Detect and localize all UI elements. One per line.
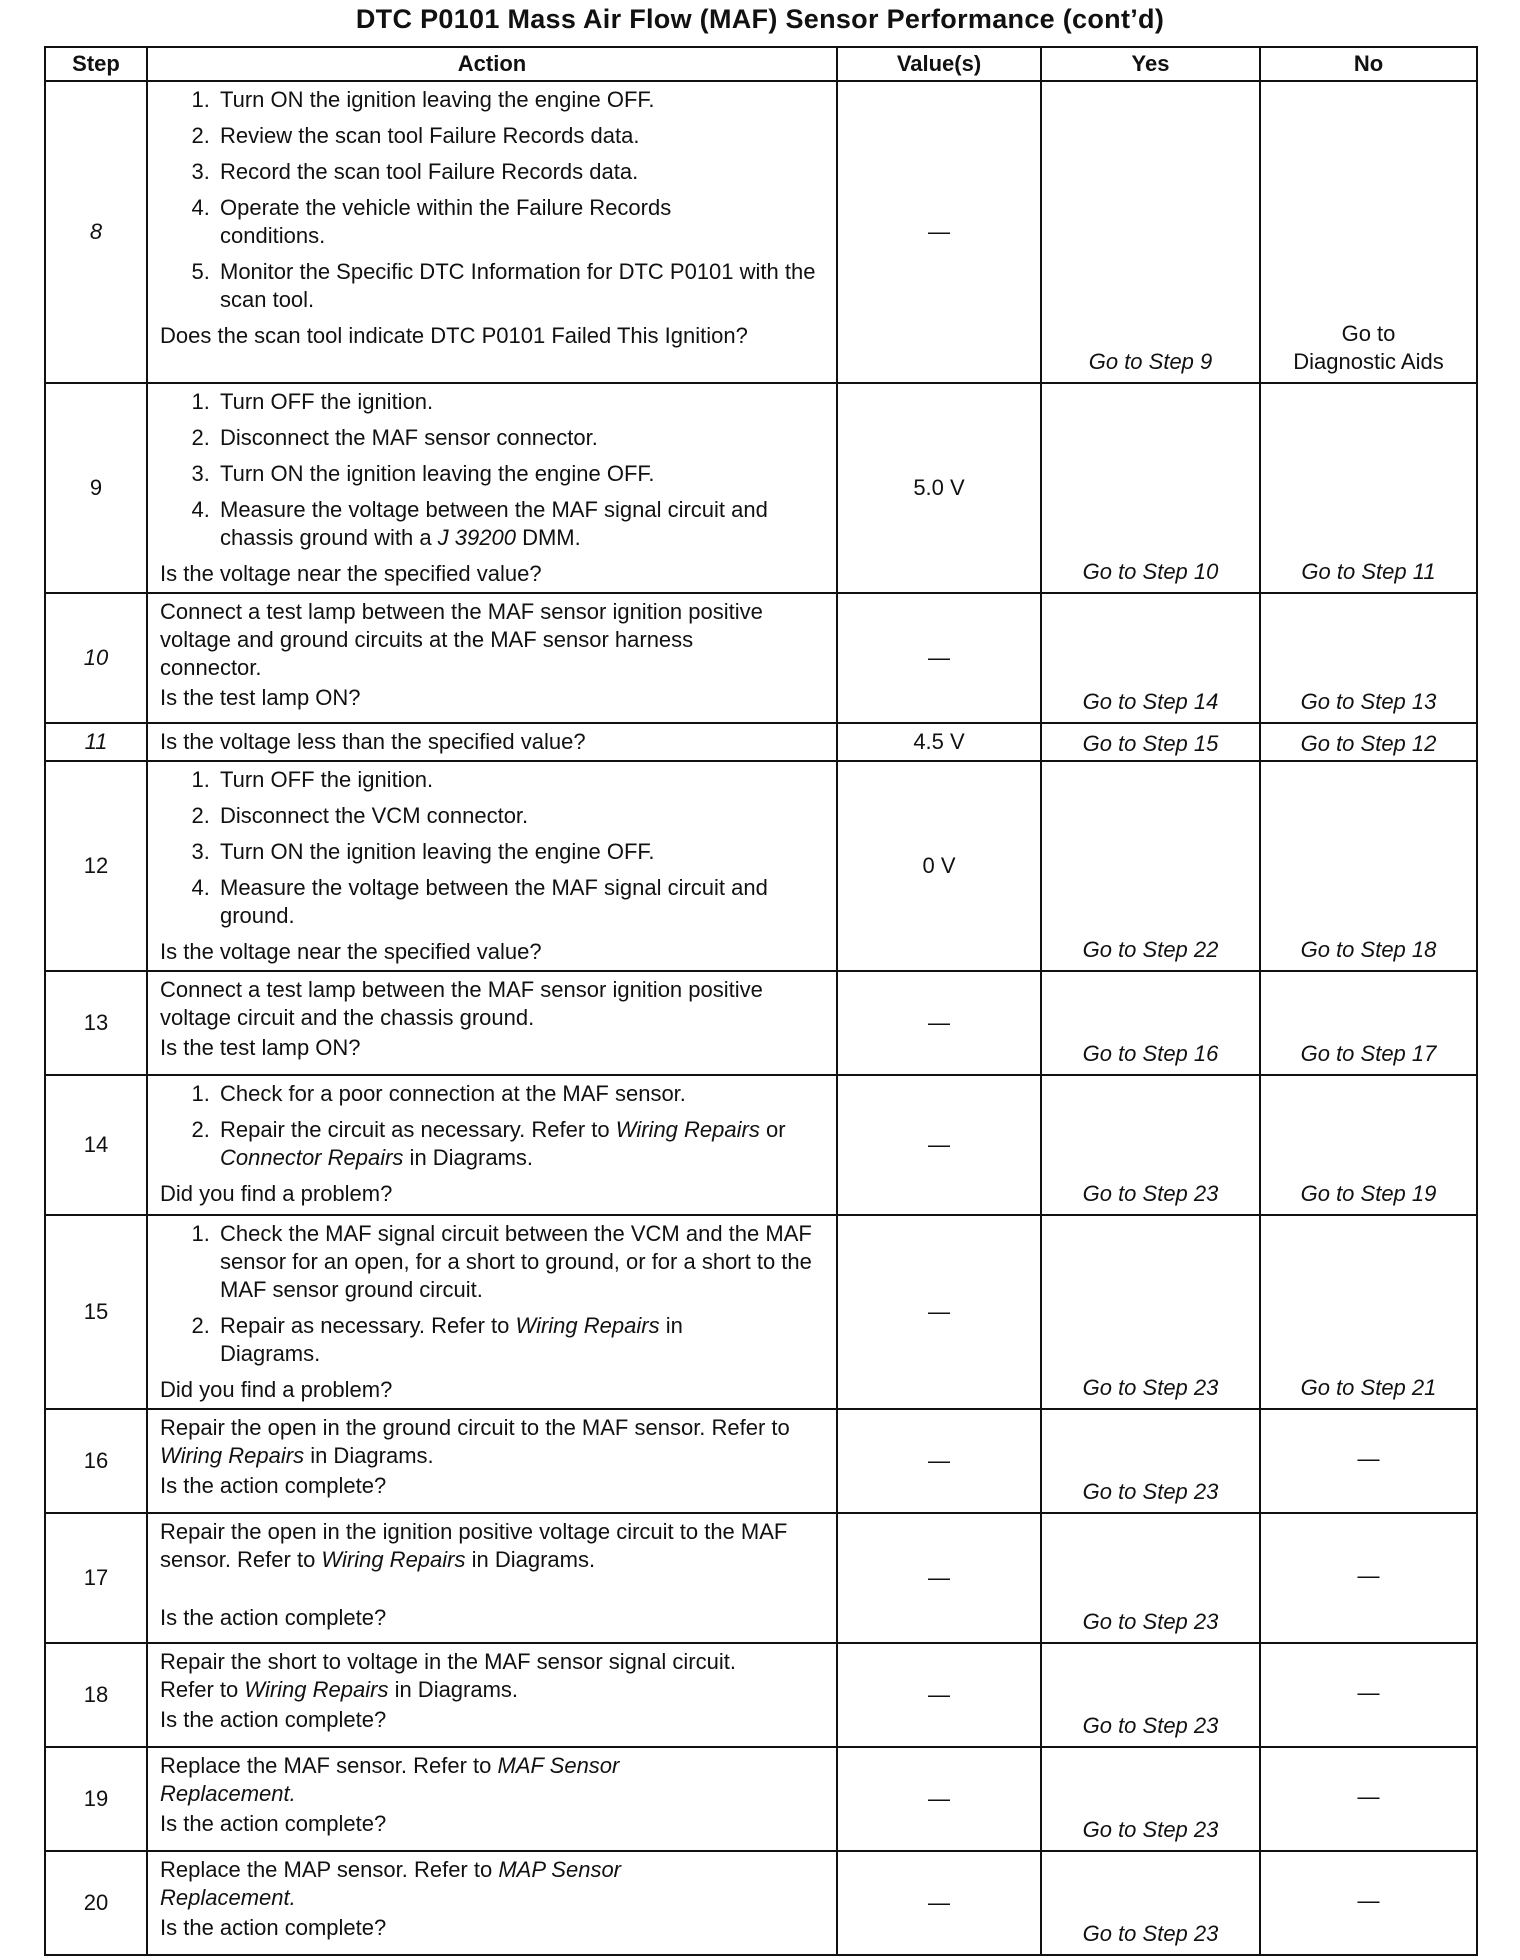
no-result: Go to Step 21 bbox=[1260, 1215, 1477, 1409]
action-cell bbox=[147, 81, 837, 383]
doc-reference: Wiring Repairs bbox=[321, 1547, 466, 1572]
procedure-step: 3. Turn ON the ignition leaving the engine OFF. bbox=[216, 838, 826, 866]
step-number: 17 bbox=[45, 1513, 147, 1643]
step-text: Repair as necessary. Refer to bbox=[220, 1313, 516, 1338]
yes-result: Go to Step 10 bbox=[1041, 383, 1260, 593]
question-text: Is the action complete? bbox=[160, 1605, 387, 1630]
column-header-action: Action bbox=[147, 47, 837, 81]
doc-reference: Connector Repairs bbox=[220, 1145, 404, 1170]
doc-reference: MAP Sensor Replacement. bbox=[160, 1857, 622, 1910]
action-text bbox=[160, 1856, 826, 1912]
table-row bbox=[45, 383, 1477, 593]
question-text: Did you find a problem? bbox=[160, 1181, 393, 1206]
procedure-step: 5. Monitor the Specific DTC Information for DTC P0101 with the scan tool. bbox=[216, 258, 826, 314]
question-text: Is the action complete? bbox=[160, 1811, 387, 1836]
procedure-step: 3. Record the scan tool Failure Records data. bbox=[216, 158, 826, 186]
table-row bbox=[45, 1513, 1477, 1643]
yes-result: Go to Step 23 bbox=[1041, 1851, 1260, 1955]
step-number: 15 bbox=[45, 1215, 147, 1409]
action-text bbox=[160, 1648, 826, 1704]
procedure-step: 1. Turn OFF the ignition. bbox=[216, 388, 826, 416]
step-number: 19 bbox=[45, 1747, 147, 1851]
question-text: Is the action complete? bbox=[160, 1707, 387, 1732]
procedure-step: 4. Measure the voltage between the MAF signal circuit and ground. bbox=[216, 874, 826, 930]
yes-result: Go to Step 9 bbox=[1041, 81, 1260, 383]
step-number: 8 bbox=[45, 81, 147, 383]
procedure-step: 1. Check for a poor connection at the MAF sensor. bbox=[216, 1080, 826, 1108]
no-result: Go to Step 11 bbox=[1260, 383, 1477, 593]
action-text-part: Repair the short to voltage in the MAF sensor signal circuit. Refer to bbox=[160, 1649, 736, 1702]
doc-reference: MAF Sensor Replacement. bbox=[160, 1753, 620, 1806]
value-cell: — bbox=[837, 1851, 1041, 1955]
procedure-step: 4. Operate the vehicle within the Failure Records conditions. bbox=[216, 194, 826, 250]
yes-result: Go to Step 23 bbox=[1041, 1747, 1260, 1851]
step-number: 10 bbox=[45, 593, 147, 723]
step-text: in Diagrams. bbox=[220, 1313, 683, 1366]
step-number: 12 bbox=[45, 761, 147, 971]
procedure-step bbox=[216, 1312, 826, 1368]
action-text bbox=[160, 1414, 826, 1470]
tool-reference: J 39200 bbox=[437, 525, 516, 550]
action-cell bbox=[147, 1513, 837, 1643]
value-cell: — bbox=[837, 593, 1041, 723]
value-cell: — bbox=[837, 1409, 1041, 1513]
no-result: — bbox=[1260, 1851, 1477, 1955]
no-result: Go to Step 13 bbox=[1260, 593, 1477, 723]
step-number: 20 bbox=[45, 1851, 147, 1955]
table-row bbox=[45, 1409, 1477, 1513]
action-cell bbox=[147, 1215, 837, 1409]
page-title: DTC P0101 Mass Air Flow (MAF) Sensor Performance (cont’d) bbox=[355, 4, 1165, 34]
step-number: 14 bbox=[45, 1075, 147, 1215]
no-result bbox=[1260, 81, 1477, 383]
action-text bbox=[160, 1752, 826, 1808]
doc-reference: Wiring Repairs bbox=[244, 1677, 389, 1702]
table-row bbox=[45, 593, 1477, 723]
action-text-part: Replace the MAP sensor. Refer to bbox=[160, 1857, 499, 1882]
no-result: Go to Step 17 bbox=[1260, 971, 1477, 1075]
question-text: Is the action complete? bbox=[160, 1473, 387, 1498]
table-row bbox=[45, 761, 1477, 971]
value-cell: — bbox=[837, 1747, 1041, 1851]
table-row bbox=[45, 81, 1477, 383]
action-text-part: in Diagrams. bbox=[465, 1547, 596, 1572]
procedure-list bbox=[160, 86, 826, 314]
step-number: 16 bbox=[45, 1409, 147, 1513]
table-row bbox=[45, 723, 1477, 761]
action-text: Connect a test lamp between the MAF sensor ignition positive voltage and ground circuits at the MAF sensor harness connector. bbox=[160, 599, 763, 680]
step-text: in Diagrams. bbox=[403, 1145, 534, 1170]
action-text bbox=[160, 1518, 826, 1574]
action-text-part: in Diagrams. bbox=[388, 1677, 519, 1702]
procedure-step: 2. Review the scan tool Failure Records data. bbox=[216, 122, 826, 150]
diagnostic-table bbox=[44, 46, 1478, 1956]
yes-result: Go to Step 15 bbox=[1041, 723, 1260, 761]
no-result: — bbox=[1260, 1643, 1477, 1747]
value-cell: 4.5 V bbox=[837, 723, 1041, 761]
action-text-part: Repair the open in the ground circuit to the MAF sensor. Refer to bbox=[160, 1415, 790, 1440]
procedure-list bbox=[160, 1220, 826, 1368]
column-header-yes: Yes bbox=[1041, 47, 1260, 81]
table-row bbox=[45, 1747, 1477, 1851]
table-row bbox=[45, 1643, 1477, 1747]
table-header-row bbox=[45, 47, 1477, 81]
value-cell: — bbox=[837, 971, 1041, 1075]
table-row bbox=[45, 971, 1477, 1075]
action-cell bbox=[147, 1075, 837, 1215]
action-cell bbox=[147, 1643, 837, 1747]
action-text-part: in Diagrams. bbox=[304, 1443, 434, 1468]
procedure-list bbox=[160, 388, 826, 552]
column-header-step: Step bbox=[45, 47, 147, 81]
action-text-part: Repair the open in the ignition positive voltage circuit to the MAF sensor. Refer to bbox=[160, 1519, 788, 1572]
question-text: Is the voltage less than the specified value? bbox=[160, 729, 586, 754]
doc-reference: Wiring Repairs bbox=[515, 1313, 660, 1338]
procedure-step bbox=[216, 1116, 826, 1172]
procedure-step: 1. Turn ON the ignition leaving the engine OFF. bbox=[216, 86, 826, 114]
value-cell: — bbox=[837, 1215, 1041, 1409]
no-result: Go to Step 18 bbox=[1260, 761, 1477, 971]
procedure-step bbox=[216, 496, 826, 552]
action-cell bbox=[147, 1747, 837, 1851]
question-text: Is the test lamp ON? bbox=[160, 685, 361, 710]
value-cell: — bbox=[837, 1513, 1041, 1643]
action-cell bbox=[147, 971, 837, 1075]
step-text: or bbox=[759, 1117, 786, 1142]
step-text: Repair the circuit as necessary. Refer to bbox=[220, 1117, 616, 1142]
question-text: Does the scan tool indicate DTC P0101 Failed This Ignition? bbox=[160, 323, 748, 348]
no-result: — bbox=[1260, 1747, 1477, 1851]
step-number: 13 bbox=[45, 971, 147, 1075]
doc-reference: Wiring Repairs bbox=[615, 1117, 760, 1142]
table-row bbox=[45, 1075, 1477, 1215]
step-text: Measure the voltage between the MAF signal circuit and chassis ground with a bbox=[220, 497, 768, 550]
yes-result: Go to Step 23 bbox=[1041, 1643, 1260, 1747]
procedure-list bbox=[160, 1080, 826, 1172]
action-cell bbox=[147, 1409, 837, 1513]
value-cell: — bbox=[837, 1643, 1041, 1747]
action-cell bbox=[147, 761, 837, 971]
no-result: — bbox=[1260, 1409, 1477, 1513]
no-result-line: Diagnostic Aids bbox=[1293, 349, 1444, 374]
action-cell bbox=[147, 593, 837, 723]
value-cell: — bbox=[837, 81, 1041, 383]
value-cell: 0 V bbox=[837, 761, 1041, 971]
no-result: — bbox=[1260, 1513, 1477, 1643]
action-cell bbox=[147, 723, 837, 761]
step-number: 18 bbox=[45, 1643, 147, 1747]
action-text-part: Replace the MAF sensor. Refer to bbox=[160, 1753, 498, 1778]
question-text: Is the voltage near the specified value? bbox=[160, 561, 542, 586]
action-cell bbox=[147, 1851, 837, 1955]
no-result-line: Go to bbox=[1341, 321, 1396, 346]
question-text: Did you find a problem? bbox=[160, 1377, 393, 1402]
yes-result: Go to Step 23 bbox=[1041, 1215, 1260, 1409]
table-row bbox=[45, 1851, 1477, 1955]
table-row bbox=[45, 1215, 1477, 1409]
question-text: Is the test lamp ON? bbox=[160, 1035, 361, 1060]
column-header-no: No bbox=[1260, 47, 1477, 81]
yes-result: Go to Step 22 bbox=[1041, 761, 1260, 971]
step-number: 9 bbox=[45, 383, 147, 593]
procedure-step: 2. Disconnect the MAF sensor connector. bbox=[216, 424, 826, 452]
no-result: Go to Step 19 bbox=[1260, 1075, 1477, 1215]
column-header-values: Value(s) bbox=[837, 47, 1041, 81]
value-cell: 5.0 V bbox=[837, 383, 1041, 593]
value-cell: — bbox=[837, 1075, 1041, 1215]
question-text: Is the action complete? bbox=[160, 1915, 387, 1940]
yes-result: Go to Step 16 bbox=[1041, 971, 1260, 1075]
action-cell bbox=[147, 383, 837, 593]
yes-result: Go to Step 14 bbox=[1041, 593, 1260, 723]
action-text: Connect a test lamp between the MAF sensor ignition positive voltage circuit and the chassis ground. bbox=[160, 977, 763, 1030]
procedure-step: 1. Turn OFF the ignition. bbox=[216, 766, 826, 794]
yes-result: Go to Step 23 bbox=[1041, 1513, 1260, 1643]
yes-result: Go to Step 23 bbox=[1041, 1409, 1260, 1513]
question-text: Is the voltage near the specified value? bbox=[160, 939, 542, 964]
step-text: DMM. bbox=[515, 525, 581, 550]
procedure-list bbox=[160, 766, 826, 930]
doc-reference: Wiring Repairs bbox=[160, 1443, 305, 1468]
no-result: Go to Step 12 bbox=[1260, 723, 1477, 761]
yes-result: Go to Step 23 bbox=[1041, 1075, 1260, 1215]
procedure-step: 2. Disconnect the VCM connector. bbox=[216, 802, 826, 830]
step-number: 11 bbox=[45, 723, 147, 761]
procedure-step: 3. Turn ON the ignition leaving the engine OFF. bbox=[216, 460, 826, 488]
procedure-step: 1. Check the MAF signal circuit between the VCM and the MAF sensor for an open, for a short to ground, or for a short to the MAF sensor ground circuit. bbox=[216, 1220, 826, 1304]
